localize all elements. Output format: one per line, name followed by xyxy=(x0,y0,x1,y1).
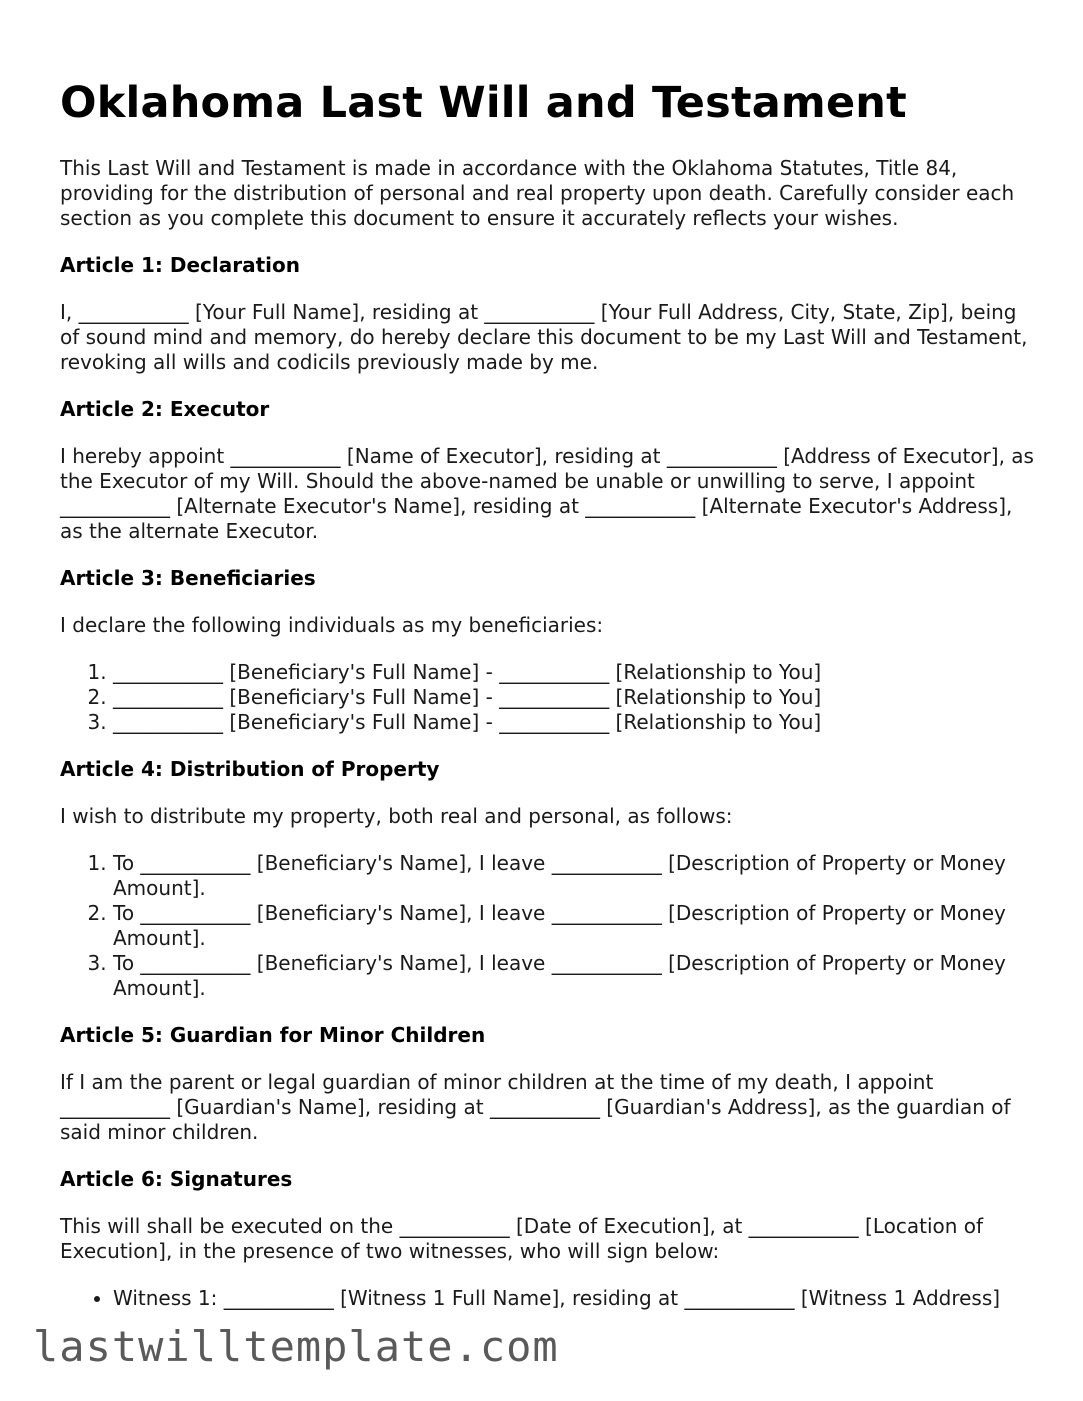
article-6-heading: Article 6: Signatures xyxy=(60,1167,293,1191)
distribution-list xyxy=(60,851,1035,1001)
witness-item: • Witness 1: ___________ [Witness 1 Full Name], residing at ___________ [Witness 1 Address] xyxy=(113,1286,1035,1311)
article-3-heading: Article 3: Beneficiaries xyxy=(60,566,316,590)
beneficiary-item: 3. ___________ [Beneficiary's Full Name] - ___________ [Relationship to You] xyxy=(113,710,1035,735)
witness-list xyxy=(60,1286,1035,1311)
beneficiary-list xyxy=(60,660,1035,735)
article-5-text: If I am the parent or legal guardian of minor children at the time of my death, I appoint ___________ [Guardian's Name], residing at ___________ [Guardian's Address], as the guardian of said minor children. xyxy=(60,1070,1011,1144)
article-1-heading: Article 1: Declaration xyxy=(60,253,300,277)
article-6-text: This will shall be executed on the ___________ [Date of Execution], at ___________ [Location of Execution], in the presence of two witnesses, who will sign below: xyxy=(60,1214,984,1263)
article-4-text: I wish to distribute my property, both real and personal, as follows: xyxy=(60,804,733,828)
document-page xyxy=(60,78,1035,1333)
distribution-item: 3. To ___________ [Beneficiary's Name], I leave ___________ [Description of Property or Money Amount]. xyxy=(113,951,1035,1001)
intro-paragraph: This Last Will and Testament is made in accordance with the Oklahoma Statutes, Title 84, providing for the distribution of personal and real property upon death. Carefully consider each section as you complete this document to ensure it accurately reflects your wishes. xyxy=(60,156,1015,230)
article-3-text: I declare the following individuals as my beneficiaries: xyxy=(60,613,604,637)
article-1-text: I, ___________ [Your Full Name], residing at ___________ [Your Full Address, City, State, Zip], being of sound mind and memory, do hereby declare this document to be my Last Will and Testament, revoking all wills and codicils previously made by me. xyxy=(60,300,1028,374)
document-title: Oklahoma Last Will and Testament xyxy=(60,78,907,128)
article-4-heading: Article 4: Distribution of Property xyxy=(60,757,440,781)
beneficiary-item: 2. ___________ [Beneficiary's Full Name] - ___________ [Relationship to You] xyxy=(113,685,1035,710)
distribution-item: 2. To ___________ [Beneficiary's Name], I leave ___________ [Description of Property or Money Amount]. xyxy=(113,901,1035,951)
article-2-text: I hereby appoint ___________ [Name of Executor], residing at ___________ [Address of Executor], as the Executor of my Will. Should the above-named be unable or unwilling to serve, I appoint ___________ [Alternate Executor's Name], residing at ___________ [Alternate Executor's Address], as the alternate Executor. xyxy=(60,444,1034,543)
article-5-heading: Article 5: Guardian for Minor Children xyxy=(60,1023,486,1047)
beneficiary-item: 1. ___________ [Beneficiary's Full Name] - ___________ [Relationship to You] xyxy=(113,660,1035,685)
distribution-item: 1. To ___________ [Beneficiary's Name], I leave ___________ [Description of Property or Money Amount]. xyxy=(113,851,1035,901)
watermark: lastwilltemplate.com xyxy=(33,1322,559,1371)
article-2-heading: Article 2: Executor xyxy=(60,397,270,421)
